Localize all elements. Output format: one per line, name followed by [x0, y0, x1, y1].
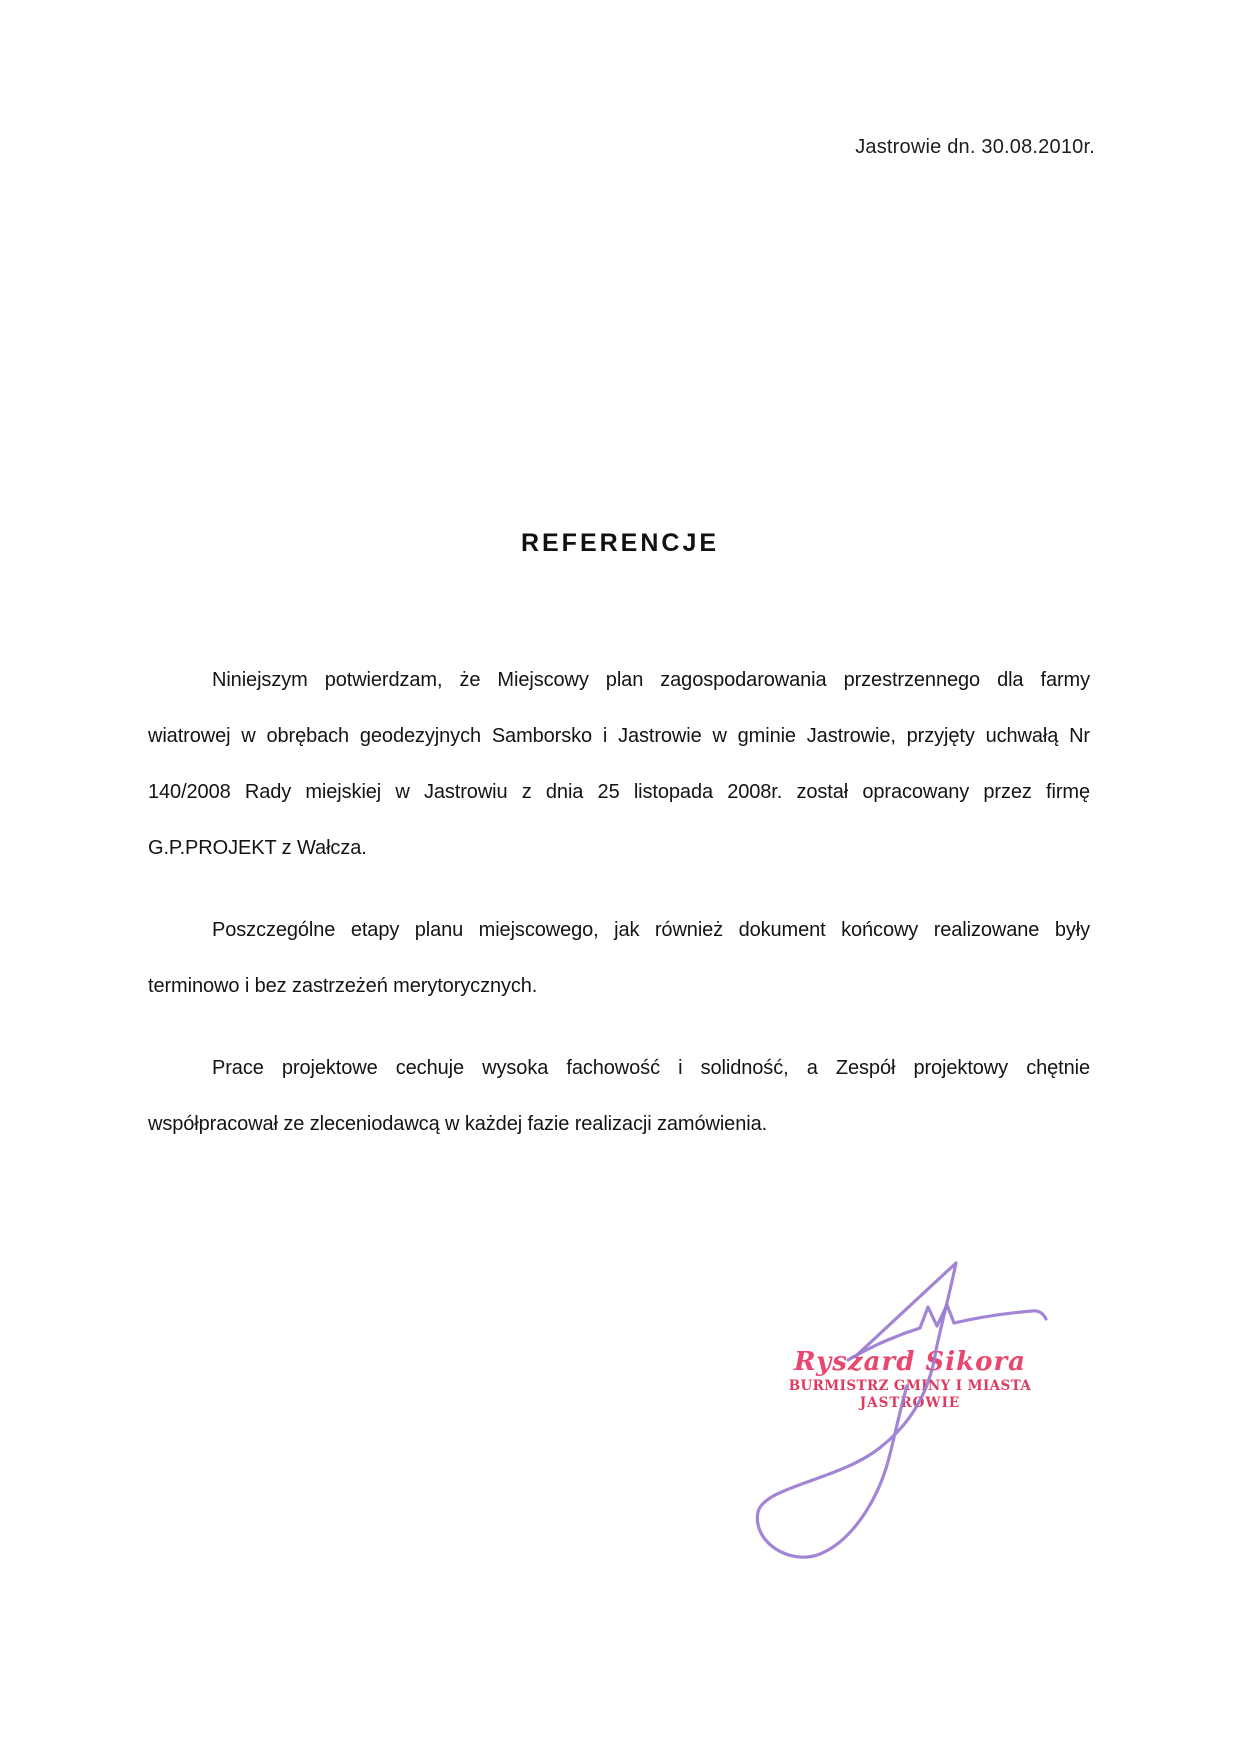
text-line: 140/2008 Rady miejskiej w Jastrowiu z dnia 25 listopada 2008r. został opracowany przez firmę	[148, 781, 1090, 803]
text-line: Poszczególne etapy planu miejscowego, jak również dokument końcowy realizowane były	[212, 919, 1090, 941]
document-title: REFERENCJE	[520, 529, 720, 557]
text-line: Niniejszym potwierdzam, że Miejscowy plan zagospodarowania przestrzennego dla farmy	[212, 669, 1090, 691]
paragraph	[148, 652, 1090, 876]
text-line: wiatrowej w obrębach geodezyjnych Samborsko i Jastrowie w gminie Jastrowie, przyjęty uchwałą Nr	[148, 725, 1090, 747]
paragraph	[148, 1040, 1090, 1152]
stamp-town-line: JASTROWIE	[859, 1395, 961, 1412]
stamp-office-line: BURMISTRZ GMINY I MIASTA	[788, 1377, 1032, 1394]
date-line: Jastrowie dn. 30.08.2010r.	[855, 136, 1095, 158]
signature-stroke-flourish	[848, 1305, 1046, 1360]
letter-body	[148, 652, 1090, 1152]
signature-stroke-main	[757, 1263, 956, 1557]
stamp-name: Ryszard Sikora	[794, 1347, 1026, 1377]
paragraph	[148, 902, 1090, 1014]
text-line: współpracował ze zleceniodawcą w każdej fazie realizacji zamówienia.	[148, 1113, 768, 1135]
text-line: G.P.PROJEKT z Wałcza.	[148, 837, 367, 859]
handwritten-signature-icon	[730, 1250, 1070, 1580]
text-line: terminowo i bez zastrzeżeń merytorycznych.	[148, 975, 538, 997]
text-line: Prace projektowe cechuje wysoka fachowość i solidność, a Zespół projektowy chętnie	[212, 1057, 1090, 1079]
